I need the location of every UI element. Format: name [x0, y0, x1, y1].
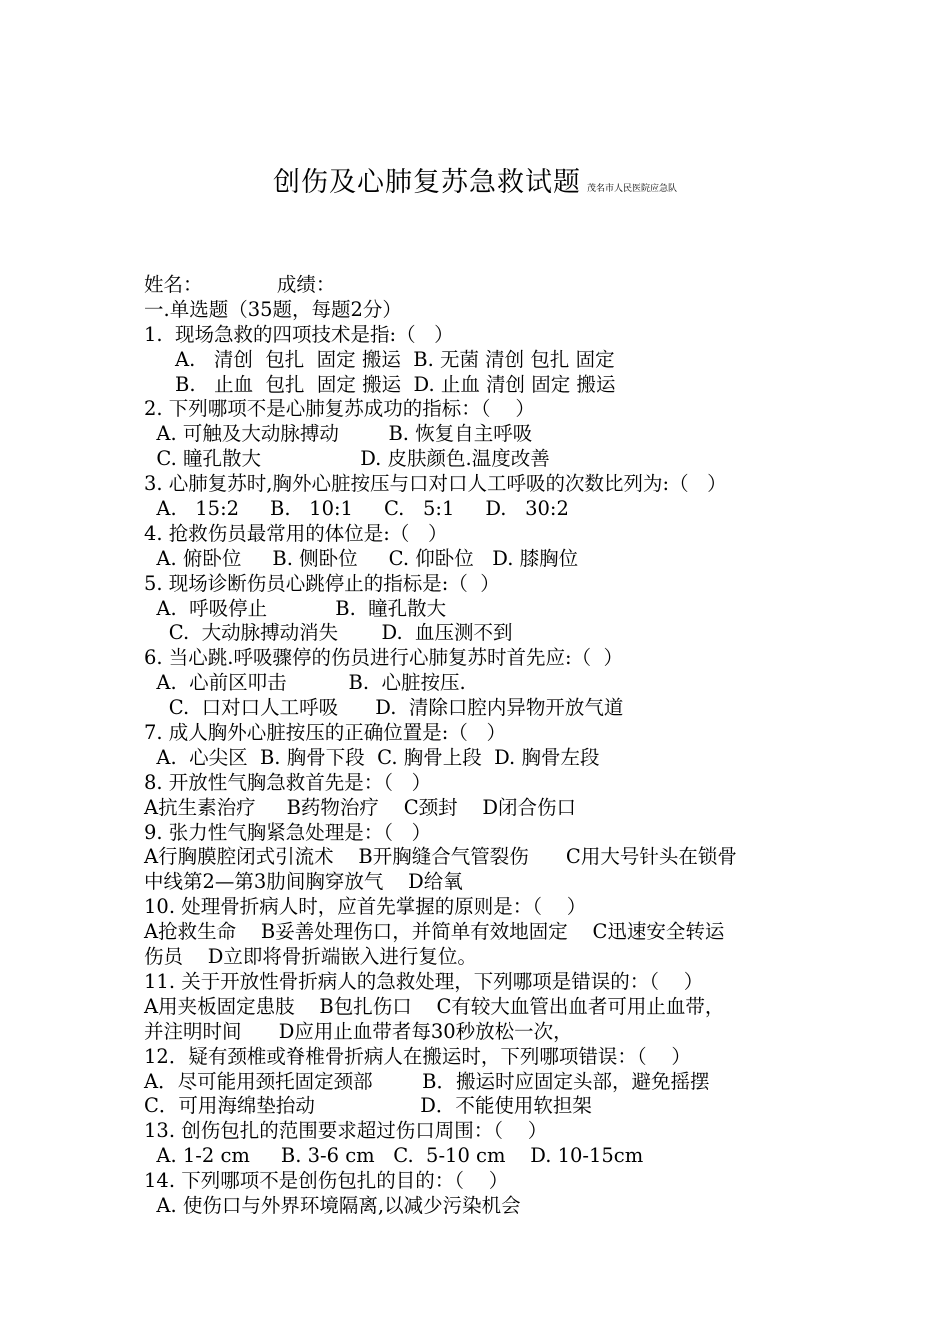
text-line: 11. 关于开放性骨折病人的急救处理，下列哪项是错误的：（ ）	[144, 969, 704, 993]
text-line: 10. 处理骨折病人时，应首先掌握的原则是：（ ）	[144, 895, 587, 919]
text-line: 伤员 D立即将骨折端嵌入进行复位。	[144, 945, 477, 969]
organization-label: 茂名市人民医院应急队	[586, 184, 677, 194]
text-line: 6. 当心跳.呼吸骤停的伤员进行心肺复苏时首先应:（ ）	[144, 646, 623, 670]
text-line: 并注明时间 D应用止血带者每30秒放松一次，	[144, 1019, 573, 1043]
text-line: B. 止血 包扎 固定 搬运 D. 止血 清创 固定 搬运	[144, 372, 616, 396]
text-line: A. 15:2 B. 10:1 C. 5:1 D. 30:2	[144, 497, 569, 521]
text-line: 13. 创伤包扎的范围要求超过伤口周围：（ ）	[144, 1119, 548, 1143]
text-line: C. 口对口人工呼吸 D. 清除口腔内异物开放气道	[144, 696, 624, 720]
text-line: A. 呼吸停止 B. 瞳孔散大	[144, 596, 447, 620]
text-line: 14. 下列哪项不是创伤包扎的目的：（ ）	[144, 1169, 509, 1193]
text-line: C．可用海绵垫抬动 D．不能使用软担架	[144, 1094, 592, 1118]
text-line: A用夹板固定患肢 B包扎伤口 C有较大血管出血者可用止血带，	[144, 994, 725, 1018]
text-line: A. 心前区叩击 B. 心脏按压.	[144, 671, 466, 695]
text-line: 5. 现场诊断伤员心跳停止的指标是:（ ）	[144, 571, 500, 595]
text-line: 1. 现场急救的四项技术是指:（ ）	[144, 322, 454, 346]
page-title: 创伤及心肺复苏急救试题	[272, 167, 581, 198]
text-line: 12．疑有颈椎或脊椎骨折病人在搬运时，下列哪项错误：（ ）	[144, 1044, 691, 1068]
text-line: A. 可触及大动脉搏动 B. 恢复自主呼吸	[144, 422, 533, 446]
text-line: A. 俯卧位 B. 侧卧位 C. 仰卧位 D. 膝胸位	[144, 546, 579, 570]
text-line: A. 使伤口与外界环境隔离,以减少污染机会	[144, 1193, 521, 1217]
question-list	[144, 273, 824, 1219]
text-line: 姓名： 成绩：	[144, 273, 336, 296]
text-line: 3. 心肺复苏时,胸外心脏按压与口对口人工呼吸的次数比列为:（ ）	[144, 472, 727, 496]
text-line: 8. 开放性气胸急救首先是：（ ）	[144, 770, 432, 794]
text-line: A抗生素治疗 B药物治疗 C颈封 D闭合伤口	[144, 795, 577, 819]
text-line: 2. 下列哪项不是心肺复苏成功的指标：（ ）	[144, 397, 535, 421]
title-row	[0, 160, 950, 199]
text-line: 7. 成人胸外心脏按压的正确位置是:（ ）	[144, 721, 506, 745]
text-line: A. 心尖区 B. 胸骨下段 C. 胸骨上段 D. 胸骨左段	[144, 745, 600, 769]
text-line: 4. 抢救伤员最常用的体位是:（ ）	[144, 521, 448, 545]
text-line: 中线第2—第3肋间胸穿放气 D给氧	[144, 870, 463, 894]
text-line: A. 清创 包扎 固定 搬运 B. 无菌 清创 包扎 固定	[144, 347, 615, 371]
text-line: A．尽可能用颈托固定颈部 B．搬运时应固定头部，避免摇摆	[144, 1069, 710, 1093]
text-line: A抢救生命 B妥善处理伤口，并简单有效地固定 C迅速安全转运	[144, 920, 725, 944]
text-line: A. 1-2 cm B. 3-6 cm C. 5-10 cm D. 10-15cm	[144, 1144, 644, 1168]
text-line: 一.单选题（35题，每题2分）	[144, 297, 402, 321]
text-line: 9. 张力性气胸紧急处理是：（ ）	[144, 820, 432, 844]
text-line: C. 瞳孔散大 D. 皮肤颜色.温度改善	[144, 447, 550, 471]
text-line: A行胸膜腔闭式引流术 B开胸缝合气管裂伤 C用大号针头在锁骨	[144, 845, 737, 869]
text-line: C. 大动脉搏动消失 D. 血压测不到	[144, 621, 513, 645]
